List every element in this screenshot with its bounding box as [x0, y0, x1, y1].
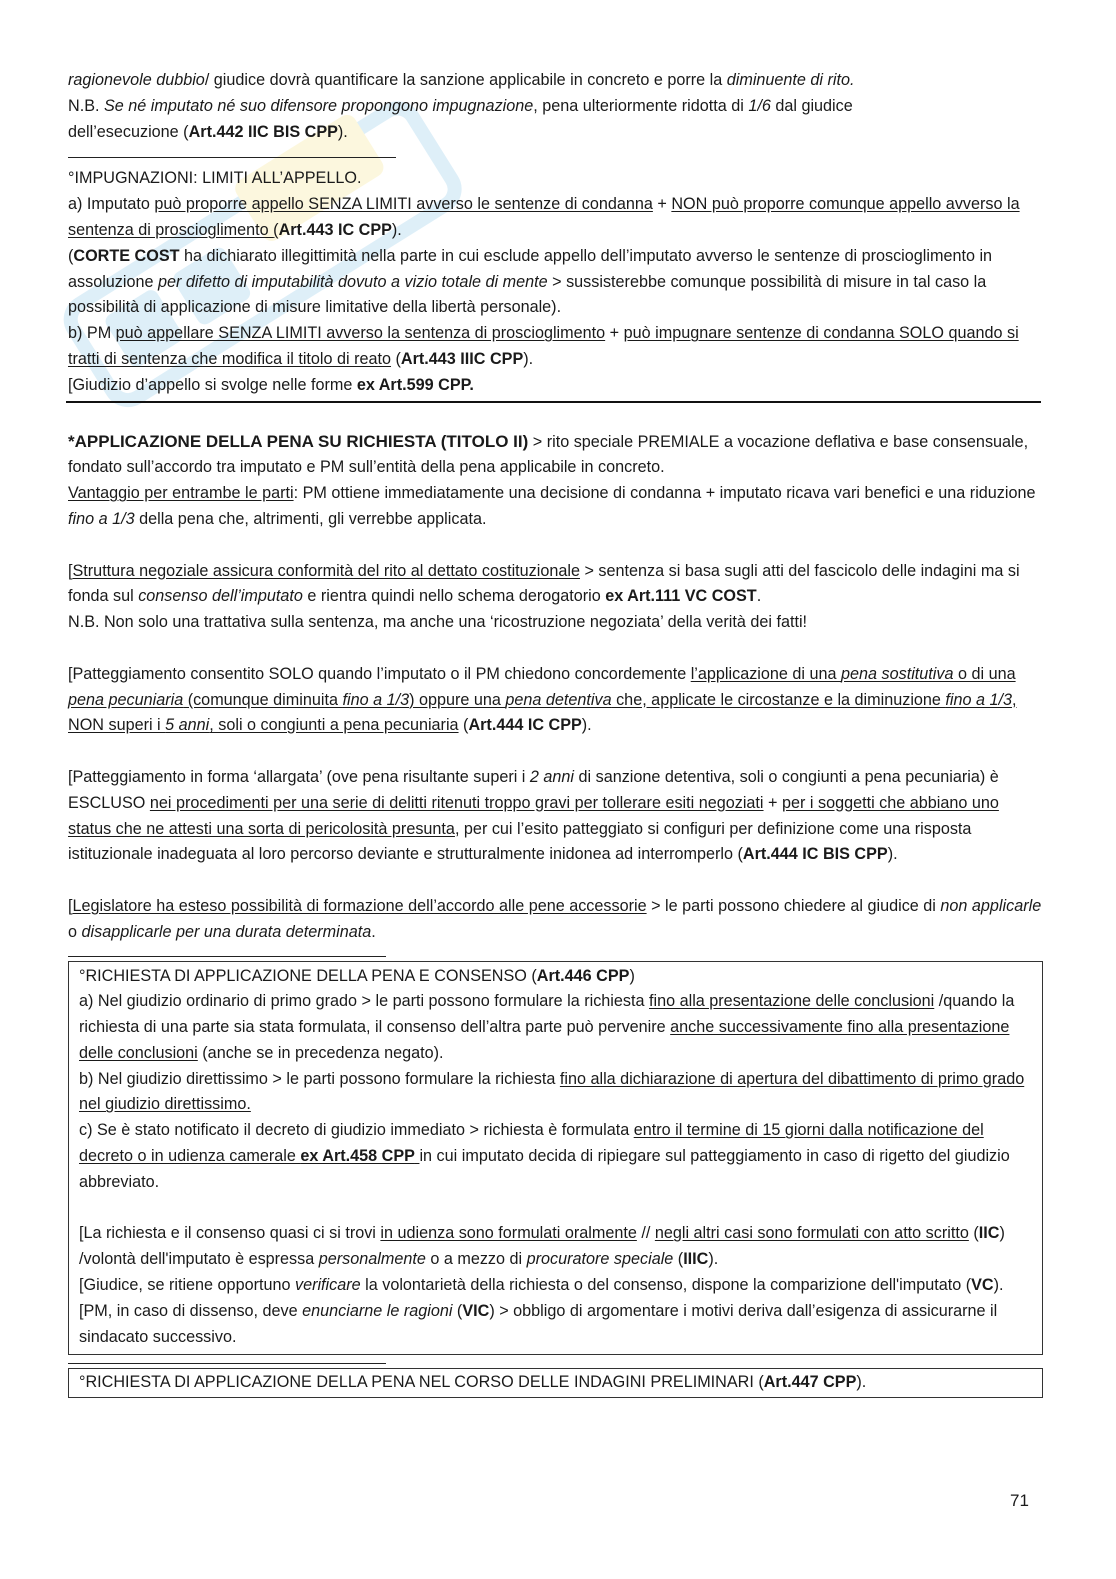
- text-fragment: o: [68, 922, 82, 941]
- document-page: [68, 68, 1043, 1398]
- paragraph-continuation: [68, 68, 1043, 145]
- text-fragment: in cui imputato decida di ripiegare sul patteggiamento in caso di rigetto del giudizio abbreviato.: [79, 1147, 1010, 1191]
- text-fragment: o a mezzo di: [425, 1250, 527, 1269]
- text-fragment: della pena che, altrimenti, gli verrebbe applicata.: [134, 509, 487, 528]
- text-fragment: : PM ottiene immediatamente una decisione di condanna + imputato ricava vari benefici e una riduzione: [293, 484, 1036, 503]
- section-titolo-ii: [68, 429, 1043, 533]
- section-title: °IMPUGNAZIONI: LIMITI ALL’APPELLO.: [68, 169, 362, 188]
- article-ref: Art.447 CPP: [763, 1373, 857, 1392]
- separator-line: [68, 956, 386, 957]
- text-fragment: (: [391, 349, 401, 368]
- text-fragment: enunciarne le ragioni: [302, 1301, 453, 1320]
- text-fragment: N.B. Non solo una trattativa sulla sentenza, ma anche una ‘ricostruzione negoziata’ della verità dei fatti!: [68, 613, 808, 632]
- text-fragment: o di una: [953, 664, 1016, 683]
- text-fragment: l’applicazione di una: [690, 664, 841, 683]
- article-ref: ex Art.111 VC COST: [605, 587, 757, 606]
- text-fragment: non applicarle: [940, 896, 1042, 915]
- text-fragment: fino a 1/3: [342, 690, 410, 709]
- text-fragment: +: [605, 324, 624, 343]
- text-fragment: la volontarietà della richiesta o del consenso, dispone la comparizione dell'imputato (: [360, 1276, 972, 1295]
- paragraph-patteggiamento: [68, 662, 1043, 739]
- text-fragment: verificare: [294, 1276, 361, 1295]
- text-fragment: ).: [993, 1276, 1004, 1295]
- text-fragment: CORTE COST: [73, 246, 180, 265]
- separator-line: [68, 1363, 386, 1364]
- text-fragment: ).: [337, 122, 348, 141]
- text-fragment: N.B.: [68, 96, 104, 115]
- text-fragment: ).: [856, 1373, 867, 1392]
- article-ref: Art.444 IC CPP: [468, 716, 582, 735]
- text-fragment: , per cui l’esito patteggiato si configuri per definizione come una risposta istituzionale inadeguata al loro percorso deviante e strutturalmente inidonea ad interromperlo (: [68, 819, 972, 864]
- text-fragment: /quando la richiesta di una parte sia stata formulata, il consenso dell’altra parte può pervenire: [79, 992, 1015, 1037]
- article-ref: Art.443 IIIC CPP: [400, 349, 524, 368]
- text-fragment: ragionevole dubbio: [68, 71, 205, 89]
- text-fragment: +: [763, 793, 782, 812]
- box-title: °RICHIESTA DI APPLICAZIONE DELLA PENA NEL CORSO DELLE INDAGINI PRELIMINARI (: [79, 1373, 764, 1392]
- text-fragment: [: [68, 561, 73, 580]
- text-fragment: Struttura negoziale assicura conformità del rito al dettato costituzionale: [72, 561, 580, 580]
- text-fragment: (: [968, 1224, 979, 1243]
- article-ref: Art.442 IIC BIS CPP: [188, 122, 338, 141]
- text-fragment: .: [371, 922, 376, 941]
- text-fragment: a) Nel giudizio ordinario di primo grado > le parti possono formulare la richiesta: [79, 992, 649, 1011]
- text-fragment: [La richiesta e il consenso quasi ci si trovi: [79, 1224, 381, 1243]
- article-ref: ex Art.458 CPP: [300, 1147, 415, 1166]
- article-ref: Art.443 IC CPP: [278, 220, 392, 239]
- text-fragment: NON può proporre comunque appello avverso la sentenza di proscioglimento: [68, 195, 1020, 239]
- text-fragment: in udienza sono formulati oralmente: [380, 1224, 637, 1243]
- text-fragment: di sanzione detentiva, soli o congiunti a pena pecuniaria) è ESCLUSO: [68, 767, 999, 812]
- text-fragment: 1/6: [748, 96, 771, 115]
- text-fragment: (: [673, 1250, 684, 1269]
- text-fragment: ) oppure una: [409, 690, 506, 709]
- text-fragment: > sentenza si basa sugli atti del fascicolo delle indagini ma si fonda sul: [68, 561, 1020, 606]
- text-fragment: anche successivamente fino alla presentazione delle conclusioni: [79, 1018, 1010, 1062]
- text-fragment: fino alla dichiarazione di apertura del dibattimento di primo grado nel giudizio direttissimo.: [79, 1069, 1025, 1114]
- text-fragment: diminuente di rito.: [726, 71, 855, 89]
- box-title: °RICHIESTA DI APPLICAZIONE DELLA PENA E CONSENSO (: [79, 966, 537, 985]
- paragraph-allargata: [68, 765, 1043, 868]
- text-fragment: Se né imputato né suo difensore propongono impugnazione: [103, 96, 534, 115]
- text-fragment: > sussisterebbe comunque possibilità di misure in tal caso la possibilità di applicazione di misure limitative della libertà personale).: [68, 272, 987, 317]
- text-fragment: c) Se è stato notificato il decreto di giudizio immediato > richiesta è formulata: [79, 1121, 634, 1140]
- text-fragment: / giudice dovrà quantificare la sanzione applicabile in concreto e porre la: [204, 71, 727, 89]
- text-fragment: , soli o congiunti a pena pecuniaria: [209, 716, 459, 735]
- text-fragment: pena detentiva: [505, 690, 612, 709]
- article-ref: Art.446 CPP: [536, 966, 630, 985]
- text-fragment: (: [452, 1301, 463, 1320]
- text-fragment: per i soggetti che abbiano uno status che ne attesti una sorta di pericolosità presunta: [68, 793, 999, 838]
- text-fragment: può proporre appello SENZA LIMITI avverso le sentenze di condanna: [154, 195, 653, 214]
- text-fragment: VC: [971, 1276, 994, 1295]
- text-fragment: pena pecuniaria: [68, 690, 184, 709]
- section-impugnazioni: [68, 166, 1043, 398]
- text-fragment: che, applicate le circostanze e la diminuzione: [611, 690, 946, 709]
- paragraph-struttura: [68, 559, 1043, 636]
- article-ref: Art.444 IC BIS CPP: [742, 845, 888, 864]
- text-fragment: [PM, in caso di dissenso, deve: [79, 1301, 303, 1320]
- text-fragment: [Giudice, se ritiene opportuno: [79, 1276, 295, 1295]
- text-fragment: .: [756, 587, 762, 606]
- text-fragment: ) /volontà dell'imputato è espressa: [79, 1224, 1005, 1269]
- text-fragment: personalmente: [318, 1250, 426, 1269]
- text-fragment: +: [652, 195, 672, 214]
- text-fragment: ): [629, 966, 635, 985]
- text-fragment: disapplicarle per una durata determinata: [81, 922, 372, 941]
- text-fragment: [Giudizio d’appello si svolge nelle forme: [68, 375, 357, 394]
- text-fragment: 2 anni: [529, 767, 575, 786]
- text-fragment: può impugnare sentenze di condanna SOLO quando si tratti di sentenza che modifica il titolo di reato: [68, 324, 1019, 368]
- text-fragment: //: [636, 1224, 655, 1243]
- page-number: 71: [1010, 1491, 1029, 1510]
- text-fragment: fino a 1/3: [945, 690, 1013, 709]
- text-fragment: IIIC: [683, 1250, 709, 1269]
- text-fragment: b) PM: [68, 324, 116, 343]
- box-art447: [68, 1368, 1043, 1398]
- text-fragment: IIC: [978, 1224, 1000, 1243]
- text-fragment: ).: [523, 349, 534, 368]
- text-fragment: (anche se in precedenza negato).: [197, 1043, 444, 1062]
- text-fragment: ).: [708, 1250, 719, 1269]
- text-fragment: > le parti possono chiedere al giudice di: [646, 896, 941, 915]
- text-fragment: , pena ulteriormente ridotta di: [533, 96, 749, 115]
- text-fragment: ha dichiarato illegittimità nella parte in cui esclude appello dell’imputato avverso le sentenze di proscioglimento in assoluzione: [68, 246, 993, 291]
- text-fragment: fino alla presentazione delle conclusioni: [649, 992, 935, 1011]
- text-fragment: consenso dell’imputato: [138, 587, 303, 606]
- separator-line: [68, 157, 396, 158]
- text-fragment: nei procedimenti per una serie di delitti ritenuti troppo gravi per tollerare esiti negoziati: [149, 793, 764, 812]
- text-fragment: procuratore speciale: [526, 1250, 674, 1269]
- text-fragment: > rito speciale PREMIALE a vocazione deflativa e base consensuale, fondato sull’accordo tra imputato e PM sull’entità della pena applicabile in concreto.: [68, 432, 1029, 477]
- text-fragment: [Patteggiamento consentito SOLO quando l’imputato o il PM chiedono concordemente: [68, 664, 691, 683]
- text-fragment: (: [68, 246, 74, 265]
- text-fragment: [Patteggiamento in forma ‘allargata’ (ove pena risultante superi i: [68, 767, 530, 786]
- paragraph-legislatore: [68, 894, 1043, 946]
- text-fragment: , NON superi i: [68, 690, 1017, 735]
- text-fragment: fino a 1/3: [68, 509, 135, 528]
- section-heading: *APPLICAZIONE DELLA PENA SU RICHIESTA (TITOLO II): [68, 431, 529, 451]
- text-fragment: per difetto di imputabilità dovuto a vizio totale di mente: [158, 272, 548, 291]
- text-fragment: può appellare SENZA LIMITI avverso la sentenza di proscioglimento: [115, 324, 606, 343]
- text-fragment: dell’esecuzione (: [68, 122, 189, 141]
- text-fragment: (: [273, 220, 279, 239]
- text-fragment: (comunque diminuita: [183, 690, 343, 709]
- text-fragment: entro il termine di 15 giorni dalla notificazione del decreto o in udienza camerale: [79, 1121, 984, 1166]
- text-fragment: (: [458, 716, 469, 735]
- text-fragment: negli altri casi sono formulati con atto scritto: [654, 1224, 969, 1243]
- text-fragment: 5 anni: [165, 716, 210, 735]
- text-fragment: dal giudice: [770, 96, 853, 115]
- text-fragment: ) > obbligo di argomentare i motivi deriva dall’esigenza di assicurarne il sindacato successivo.: [79, 1301, 998, 1346]
- box-art446: [68, 961, 1043, 1356]
- text-fragment: pena sostitutiva: [841, 664, 954, 683]
- text-fragment: Vantaggio per entrambe le parti: [68, 484, 294, 503]
- text-fragment: e rientra quindi nello schema derogatorio: [302, 587, 606, 606]
- article-ref: ex Art.599 CPP.: [356, 375, 474, 394]
- text-fragment: ).: [581, 716, 592, 735]
- text-fragment: ).: [887, 845, 898, 864]
- text-fragment: [: [68, 896, 73, 915]
- text-fragment: Legislatore ha esteso possibilità di formazione dell’accordo alle pene accessorie: [72, 896, 647, 915]
- text-fragment: b) Nel giudizio direttissimo > le parti possono formulare la richiesta: [79, 1069, 560, 1088]
- text-fragment: a) Imputato: [68, 195, 155, 214]
- text-fragment: ).: [391, 220, 402, 239]
- text-fragment: VIC: [462, 1301, 490, 1320]
